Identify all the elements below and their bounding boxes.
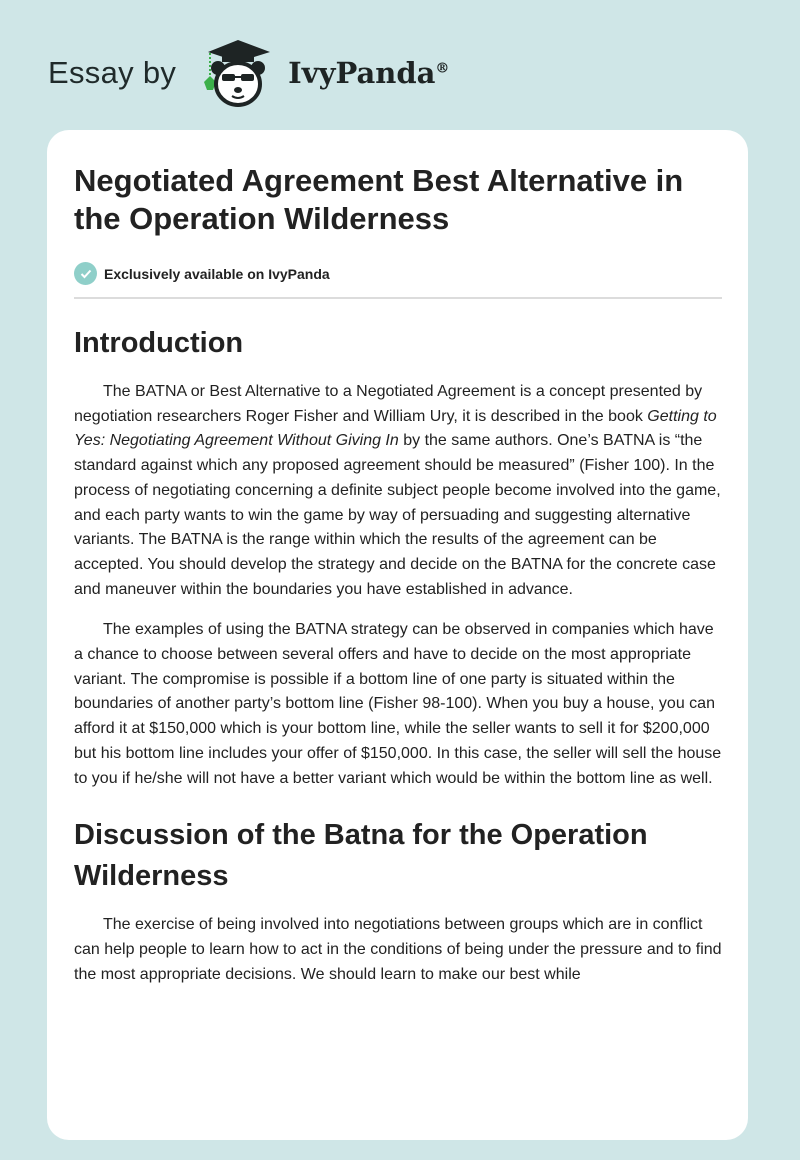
paragraph: The examples of using the BATNA strategy can be observed in companies which have a chance to choose between several offers and have to decide on the most appropriate variant. The compromise is possible if a bottom line of one party is situated within the boundaries of another party’s bottom line (Fisher 98-100). When you buy a house, you can afford it at $150,000 which is your bottom line, while the seller wants to sell it for $200,000 but his bottom line includes your offer of $150,000. In this case, the seller will sell the house to you if he/she will not have a better variant which would be within the bottom line as well. (74, 621, 722, 787)
brand-text: IvyPanda (288, 56, 436, 90)
page-title: Negotiated Agreement Best Alternative in the Operation Wilderness (74, 163, 684, 236)
essay-by-label: Essay by (48, 55, 177, 90)
paragraph-text: by the same authors. One’s BATNA is “the standard against which any proposed agreement should be measured” (Fisher 100). In the process of negotiating concerning a definite subject people become involved into the game, and each party wants to win the game by way of persuading and suggesting alternative variants. The BATNA is the range within which the results of the agreement can be accepted. You should develop the strategy and decide on the BATNA for the concrete case and maneuver within the boundaries you have established in advance. (74, 432, 721, 598)
ivypanda-logo-icon[interactable] (194, 38, 282, 108)
paragraph: The exercise of being involved into negotiations between groups which are in conflict can help people to learn how to act in the conditions of being under the pressure and to find the most appropriate decisions. We should learn to make our best while (74, 916, 722, 983)
brand-name[interactable] (288, 56, 449, 90)
exclusive-text: Exclusively available on IvyPanda (104, 265, 330, 282)
section-heading: Introduction (74, 327, 244, 359)
exclusive-badge (74, 262, 722, 299)
section-heading: Discussion of the Batna for the Operation Wilderness (74, 819, 648, 893)
essay-card (47, 130, 748, 1140)
check-icon (74, 262, 97, 285)
site-header (48, 38, 449, 108)
registered-mark: ® (435, 60, 450, 77)
paragraph-text: The BATNA or Best Alternative to a Negotiated Agreement is a concept presented by negotiation researchers Roger Fisher and William Ury, it is described in the book (74, 383, 703, 425)
book-title: Getting to Yes: Negotiating Agreement Without Giving In (74, 407, 717, 450)
paragraph (74, 380, 722, 602)
